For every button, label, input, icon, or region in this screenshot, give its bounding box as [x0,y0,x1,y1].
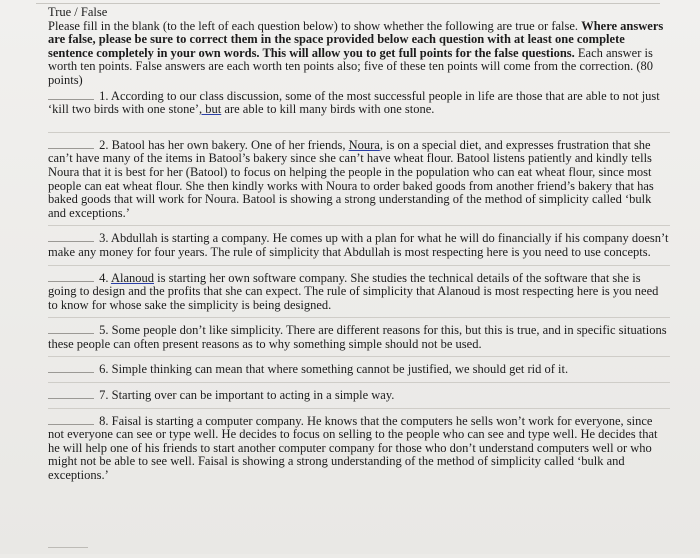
question-1-text: 1. According to our class discussion, some of the most successful people in life are those that are able to not just ‘kill two birds with one stone’ [48,88,660,117]
question-5-text: 5. Some people don’t like simplicity. There are different reasons for this, but this is true, and in specific situations these people can often present reasons as to why something simple should not be used. [48,323,667,351]
question-2-text-end: , is on a special diet, and expresses frustration that she can’t have many of the items in Batool’s bakery since she can’t have wheat flour. Batool listens patiently and kindly tells Noura that it is best for her (Batool) to focus on helping the people in the population who can eat wheat flour, since most people can eat wheat flour. She then kindly works with Noura to order baked goods from another friend’s bakery that has baked goods that will work for Noura. Batool is showing a strong understanding of the method of simplicity called ‘bulk and exceptions.’ [48,137,654,220]
answer-blank-2[interactable] [48,137,94,149]
section-title: True / False [48,5,108,19]
divider [48,225,670,226]
question-4 [48,270,670,313]
answer-blank-5[interactable] [48,322,94,334]
question-4-text: 4. [99,270,111,285]
question-7-text: 7. Starting over can be important to acting in a simple way. [99,388,395,403]
question-6-text: 6. Simple thinking can mean that where something cannot be justified, we should get rid of it. [99,362,569,377]
answer-blank-3[interactable] [48,230,94,242]
question-3 [48,230,670,259]
question-8-text: 8. Faisal is starting a computer company. He knows that the computers he sells won’t work for everyone, since not everyone can see or type well. He decides to focus on selling to the people who can see and type well. He decides that he will help one of his friends to start another computer company for those who don’t understand computers well or who might not be able to see well. Faisal is showing a strong understanding of the method of simplicity called ‘bulk and exceptions.’ [48,413,658,483]
question-6 [48,361,670,377]
question-8 [48,413,670,483]
question-1 [48,88,670,117]
instructions-text-2: Each answer is worth ten points. False answers are each worth ten points also; five of these ten points will come from the correction. (80 points) [48,45,654,87]
answer-blank-1[interactable] [48,88,94,100]
divider [48,408,670,409]
answer-blank-4[interactable] [48,270,94,282]
divider [48,317,670,318]
instructions-text-1: Please fill in the blank (to the left of each question below) to show whether the following are true or false. [48,18,582,33]
instructions [48,20,670,88]
divider [48,382,670,383]
answer-blank-7[interactable] [48,387,94,399]
divider [48,356,670,357]
divider [48,132,670,133]
top-divider [36,3,660,4]
instructions-bold-text: Where answers are false, please be sure to correct them in the space provided below each question with at least one complete sentence completely in your own words. This will allow you to get full points for the false questions. [48,18,664,60]
question-2-text: 2. Batool has her own bakery. One of her friends, [99,137,349,152]
answer-space-1[interactable] [48,117,670,127]
answer-blank-8[interactable] [48,413,94,425]
question-4-text-end: is starting her own software company. She studies the technical details of the software that she is going to design and the profits that she can expect. The rule of simplicity that Alanoud is most respecting here is you need to know for whose sake the simplicity is being designed. [48,270,659,312]
question-7 [48,387,670,403]
answer-blank-6[interactable] [48,361,94,373]
question-3-text: 3. Abdullah is starting a company. He comes up with a plan for what he will do financially if his company doesn’t make any money for four years. The rule of simplicity that Abdullah is most respecting here is you need to use concepts. [48,231,669,259]
cut-off-next-line [48,547,88,558]
question-5 [48,322,670,351]
question-2-linked-text: Noura [348,137,380,152]
question-2 [48,137,670,221]
question-1-linked-text: , but [199,102,222,117]
question-4-linked-text: Alanoud [110,270,154,285]
question-1-text-end: are able to kill many birds with one stone. [221,102,435,117]
divider [48,265,670,266]
